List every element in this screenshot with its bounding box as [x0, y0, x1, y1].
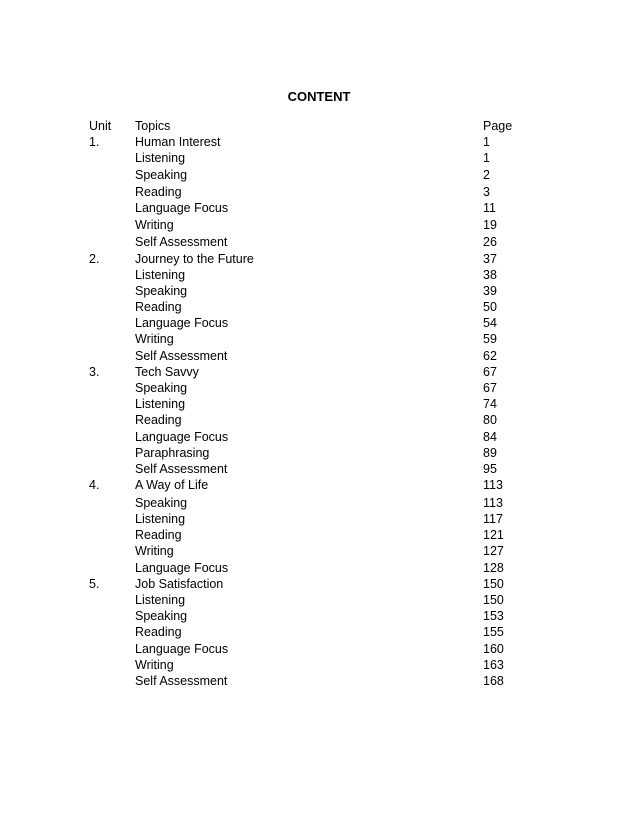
toc-page-number: 67	[483, 364, 497, 379]
toc-topic: Writing	[135, 544, 174, 559]
toc-row	[89, 167, 529, 183]
toc-page-number: 1	[483, 135, 490, 150]
toc-row	[89, 200, 529, 216]
toc-topic: Self Assessment	[135, 348, 228, 363]
toc-topic: Reading	[135, 300, 182, 315]
toc-page-number: 150	[483, 592, 504, 607]
toc-row	[89, 429, 529, 445]
toc-unit-number: 1.	[89, 135, 100, 150]
toc-row	[89, 495, 529, 511]
toc-row	[89, 592, 529, 608]
toc-unit-number: 4.	[89, 478, 100, 493]
toc-page-number: 50	[483, 300, 497, 315]
toc-topic: Job Satisfaction	[135, 576, 224, 591]
toc-topic: Reading	[135, 413, 182, 428]
toc-page-number: 84	[483, 429, 497, 444]
toc-row	[89, 641, 529, 657]
toc-page-number: 153	[483, 609, 504, 624]
toc-row	[89, 331, 529, 347]
toc-topic: Listening	[135, 151, 186, 166]
toc-row	[89, 251, 529, 267]
toc-topic: Speaking	[135, 495, 188, 510]
toc-topic: Writing	[135, 657, 174, 672]
toc-row	[89, 299, 529, 315]
toc-page-number: 168	[483, 673, 504, 688]
toc-topic: Writing	[135, 217, 174, 232]
toc-page-number: 128	[483, 560, 504, 575]
toc-unit-number: 5.	[89, 576, 100, 591]
toc-unit-number: 3.	[89, 364, 100, 379]
toc-row	[89, 673, 529, 689]
toc-page-number: 113	[483, 495, 503, 510]
toc-row	[89, 283, 529, 299]
toc-topic: Speaking	[135, 283, 188, 298]
toc-row	[89, 412, 529, 428]
toc-page-number: 62	[483, 348, 497, 363]
toc-page-number: 38	[483, 267, 497, 282]
toc-page-number: 163	[483, 657, 504, 672]
header-topics: Topics	[135, 119, 171, 133]
toc-row	[89, 576, 529, 592]
toc-page-number: 117	[483, 512, 503, 526]
toc-topic: Writing	[135, 332, 174, 347]
toc-page-number: 121	[483, 528, 504, 543]
toc-row	[89, 608, 529, 624]
toc-row	[89, 624, 529, 640]
toc-topic: Speaking	[135, 609, 188, 624]
toc-page-number: 37	[483, 251, 497, 266]
toc-page-number: 11	[483, 201, 496, 216]
toc-topic: Reading	[135, 625, 182, 640]
toc-header-row	[89, 118, 529, 134]
toc-row	[89, 527, 529, 543]
toc-topic: Listening	[135, 397, 186, 412]
toc-topic: Self Assessment	[135, 673, 228, 688]
toc-topic: Language Focus	[135, 201, 229, 216]
toc-topic: Speaking	[135, 381, 188, 395]
toc-row	[89, 150, 529, 166]
header-page: Page	[483, 119, 513, 133]
toc-rows	[89, 134, 529, 689]
toc-page-number: 39	[483, 283, 497, 298]
toc-page-number: 113	[483, 478, 503, 493]
toc-row	[89, 396, 529, 412]
toc-row	[89, 380, 529, 396]
toc-row	[89, 461, 529, 477]
toc-row	[89, 543, 529, 559]
toc-page-number: 54	[483, 316, 497, 331]
toc-topic: Tech Savvy	[135, 364, 199, 379]
toc-unit-number: 2.	[89, 251, 100, 266]
toc-row	[89, 234, 529, 250]
toc-topic: Listening	[135, 592, 186, 607]
toc-topic: Listening	[135, 512, 186, 526]
toc-page-number: 89	[483, 445, 497, 460]
toc-row	[89, 364, 529, 380]
toc-page-number: 3	[483, 185, 490, 200]
toc-page-number: 67	[483, 381, 497, 395]
toc-topic: Reading	[135, 528, 182, 543]
toc-page-number: 150	[483, 576, 504, 591]
toc-topic: A Way of Life	[135, 478, 209, 493]
toc-topic: Self Assessment	[135, 235, 228, 250]
toc-topic: Journey to the Future	[135, 251, 254, 266]
toc-row	[89, 657, 529, 673]
toc-row	[89, 348, 529, 364]
toc-page-number: 74	[483, 397, 497, 412]
toc-page-number: 95	[483, 461, 497, 476]
toc-topic: Language Focus	[135, 429, 229, 444]
toc-row	[89, 267, 529, 283]
toc-page-number: 59	[483, 332, 497, 347]
toc-row	[89, 511, 529, 527]
toc-topic: Listening	[135, 267, 186, 282]
toc-topic: Speaking	[135, 167, 188, 182]
header-unit: Unit	[89, 119, 112, 133]
toc-topic: Self Assessment	[135, 461, 228, 476]
toc-page-number: 2	[483, 167, 490, 182]
toc-page-number: 127	[483, 544, 504, 559]
toc-row	[89, 445, 529, 461]
toc-row	[89, 560, 529, 576]
toc-page-number: 80	[483, 413, 497, 428]
toc-topic: Language Focus	[135, 641, 229, 656]
toc-topic: Paraphrasing	[135, 445, 210, 460]
toc-page-number: 160	[483, 641, 504, 656]
toc-topic: Language Focus	[135, 560, 229, 575]
table-of-contents	[89, 118, 529, 689]
toc-page-number: 19	[483, 217, 497, 232]
toc-topic: Language Focus	[135, 316, 229, 331]
toc-row	[89, 477, 529, 493]
toc-page-number: 1	[483, 151, 490, 166]
toc-page-number: 26	[483, 235, 497, 250]
toc-page-number: 155	[483, 625, 504, 640]
page-title: CONTENT	[287, 89, 351, 104]
toc-row	[89, 315, 529, 331]
toc-row	[89, 134, 529, 150]
toc-row	[89, 184, 529, 200]
toc-topic: Reading	[135, 185, 182, 200]
toc-topic: Human Interest	[135, 135, 221, 150]
toc-row	[89, 217, 529, 233]
